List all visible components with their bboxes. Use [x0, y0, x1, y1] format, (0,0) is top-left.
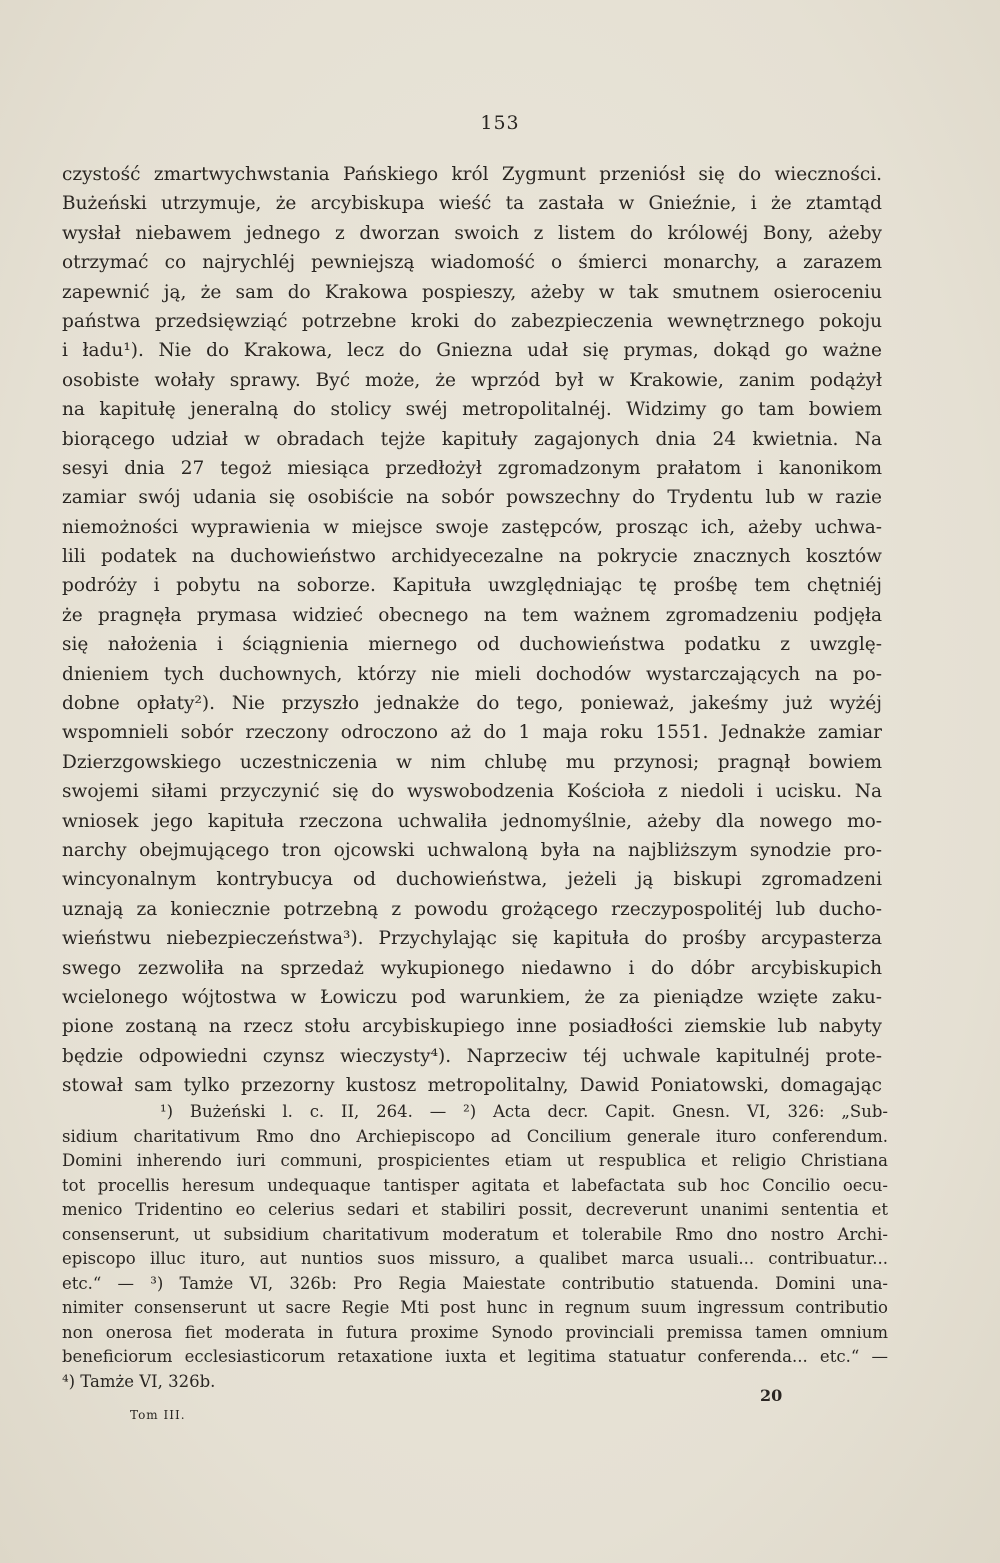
page-number: 153: [480, 112, 520, 134]
text-line: Bużeński utrzymuje, że arcybiskupa wieść ta zastała w Gnieźnie, i że ztamtąd: [62, 193, 882, 215]
text-line: stował sam tylko przezorny kustosz metropolitalny, Dawid Poniatowski, domagając: [62, 1075, 882, 1097]
text-line: wniosek jego kapituła rzeczona uchwaliła jednomyślnie, ażeby dla nowego mo-: [62, 810, 882, 832]
text-line: otrzymać co najrychléj pewniejszą wiadomość o śmierci monarchy, a zarazem: [62, 252, 882, 274]
footnote-line: etc.“ — ³) Tamże VI, 326b: Pro Regia Maiestate contributio statuenda. Domini una-: [62, 1273, 888, 1293]
text-line: osobiste wołały sprawy. Być może, że wprzód był w Krakowie, zanim podążył: [62, 369, 882, 391]
footnote-line: ⁴) Tamże VI, 326b.: [62, 1371, 216, 1391]
text-line: zapewnić ją, że sam do Krakowa pospieszy, ażeby w tak smutnem osieroceniu: [62, 281, 882, 303]
signature-mark: 20: [760, 1386, 783, 1405]
footnote-line: menico Tridentino eo celerius sedari et stabiliri possit, decreverunt unanimi sententia et: [62, 1200, 888, 1219]
footnote-line: consenserunt, ut subsidium charitativum moderatum et tolerabile Rmo dno nostro Archi-: [62, 1224, 888, 1244]
text-line: niemożności wyprawienia w miejsce swoje zastępców, prosząc ich, ażeby uchwa-: [62, 516, 882, 538]
main-text: [62, 160, 882, 1101]
text-line: zamiar swój udania się osobiście na sobór powszechny do Trydentu lub w razie: [62, 487, 882, 509]
footnote-line: tot procellis heresum undequaque tantisper agitata et labefactata sub hoc Concilio oecu-: [62, 1175, 888, 1195]
text-line: swojemi siłami przyczynić się do wyswobodzenia Kościoła z niedoli i ucisku. Na: [62, 781, 882, 803]
text-line: czystość zmartwychwstania Pańskiego król Zygmunt przeniósł się do wieczności.: [62, 164, 882, 185]
footnote-line: Domini inherendo iuri communi, prospicientes etiam ut respublica et religio Christiana: [62, 1151, 888, 1170]
text-line: swego zezwoliła na sprzedaż wykupionego niedawno i do dóbr arcybiskupich: [62, 957, 882, 979]
text-line: wysłał niebawem jednego z dworzan swoich z listem do królowéj Bony, ażeby: [62, 222, 882, 244]
footnote-line: nimiter consenserunt ut sacre Regie Mti post hunc in regnum suum ingressum contributio: [62, 1298, 888, 1317]
footnote-line: non onerosa fiet moderata in futura proxime Synodo provinciali premissa tamen omnium: [62, 1322, 888, 1342]
text-line: na kapitułę jeneralną do stolicy swéj metropolitalnéj. Widzimy go tam bowiem: [62, 399, 882, 421]
text-line: Dzierzgowskiego uczestniczenia w nim chlubę mu przynosi; pragnął bowiem: [62, 751, 882, 773]
text-line: wieństwu niebezpieczeństwa³). Przychylając się kapituła do prośby arcypasterza: [62, 928, 882, 950]
text-line: będzie odpowiedni czynsz wieczysty⁴). Naprzeciw téj uchwale kapitulnéj prote-: [62, 1045, 882, 1067]
text-line: że pragnęła prymasa widzieć obecnego na tem ważnem zgromadzeniu podjęła: [62, 604, 882, 626]
text-line: państwa przedsięwziąć potrzebne kroki do zabezpieczenia wewnętrznego pokoju: [62, 310, 882, 332]
text-line: dobne opłaty²). Nie przyszło jednakże do tego, ponieważ, jakeśmy już wyżéj: [62, 693, 882, 715]
text-line: wcielonego wójtostwa w Łowiczu pod warunkiem, że za pieniądze wzięte zaku-: [62, 986, 882, 1008]
footnote-line: sidium charitativum Rmo dno Archiepiscopo ad Concilium generale ituro conferendum.: [62, 1126, 888, 1146]
volume-mark: Tom III.: [130, 1408, 186, 1422]
text-line: uznają za koniecznie potrzebną z powodu grożącego rzeczypospolitéj lub ducho-: [62, 898, 882, 920]
text-line: pione zostaną na rzecz stołu arcybiskupiego inne posiadłości ziemskie lub nabyty: [62, 1016, 882, 1038]
text-line: wspomnieli sobór rzeczony odroczono aż do 1 maja roku 1551. Jednakże zamiar: [62, 722, 882, 744]
footnotes: [62, 1100, 888, 1394]
text-line: się nałożenia i ściągnienia miernego od duchowieństwa podatku z uwzglę-: [62, 634, 882, 656]
text-line: biorącego udział w obradach tejże kapituły zagajonych dnia 24 kwietnia. Na: [62, 428, 882, 450]
text-line: dnieniem tych duchownych, którzy nie mieli dochodów wystarczających na po-: [62, 663, 882, 685]
footnote-line: beneficiorum ecclesiasticorum retaxatione iuxta et legitima statuatur conferenda... etc.“ —: [62, 1347, 888, 1366]
footnote-line: episcopo illuc ituro, aut nuntios suos missuro, a qualibet marca usuali... contribuatur...: [62, 1249, 888, 1268]
text-line: i ładu¹). Nie do Krakowa, lecz do Gniezna udał się prymas, dokąd go ważne: [62, 340, 882, 362]
text-line: wincyonalnym kontrybucya od duchowieństwa, jeżeli ją biskupi zgromadzeni: [62, 869, 882, 891]
text-line: lili podatek na duchowieństwo archidyecezalne na pokrycie znacznych kosztów: [62, 546, 882, 568]
footnote-line: ¹) Bużeński l. c. II, 264. — ²) Acta decr. Capit. Gnesn. VI, 326: „Sub-: [160, 1102, 888, 1121]
text-line: podróży i pobytu na soborze. Kapituła uwzględniając tę prośbę tem chętniéj: [62, 575, 882, 597]
text-line: sesyi dnia 27 tegoż miesiąca przedłożył zgromadzonym prałatom i kanonikom: [62, 457, 882, 479]
text-line: narchy obejmującego tron ojcowski uchwaloną była na najbliższym synodzie pro-: [62, 839, 882, 861]
